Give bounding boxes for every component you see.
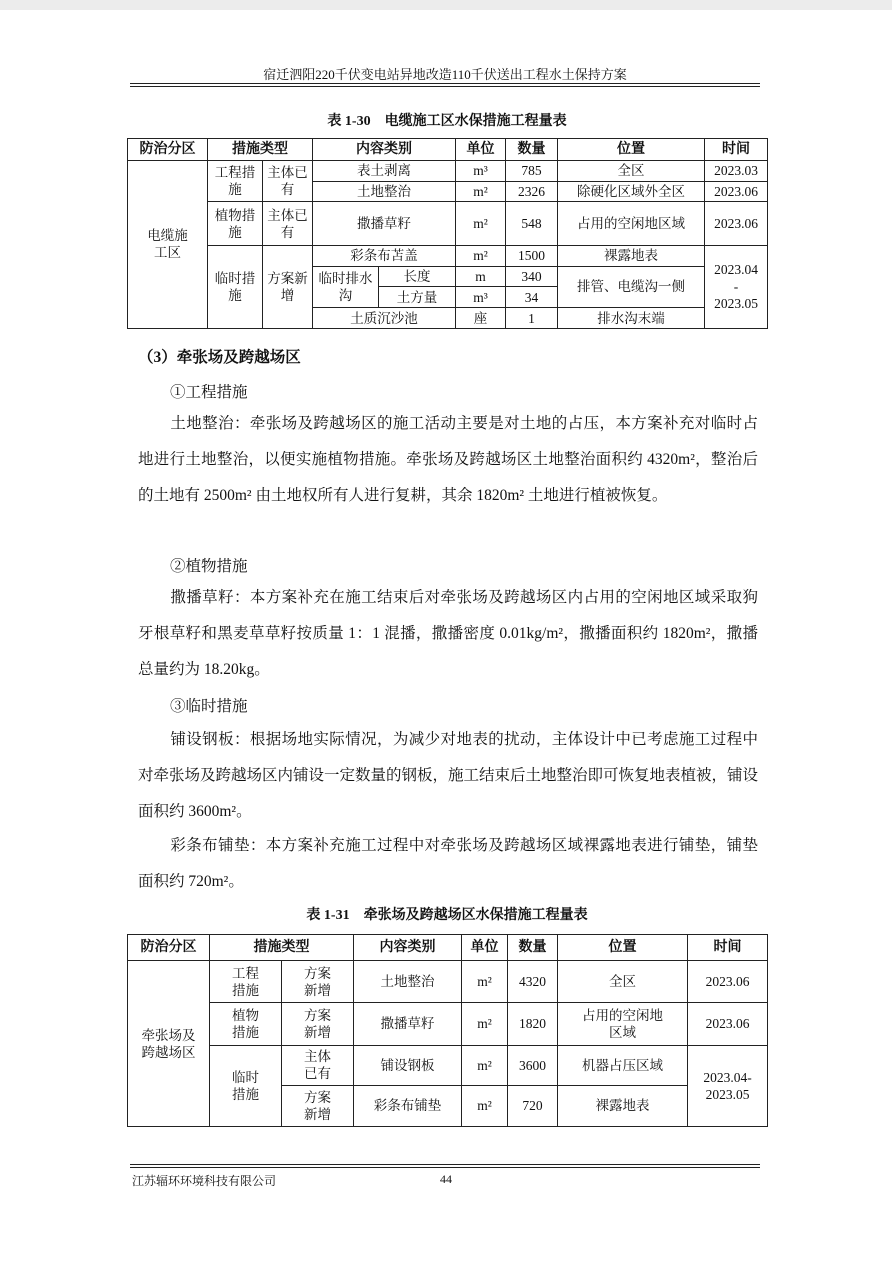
- zone-cell: [128, 961, 210, 1127]
- unit-cell: m²: [462, 1045, 508, 1085]
- col-header: 内容类别: [354, 935, 462, 961]
- qty-cell: 1500: [506, 245, 558, 266]
- unit-cell: m²: [456, 181, 506, 202]
- col-header: 单位: [456, 139, 506, 161]
- sub-cell: [282, 1003, 354, 1045]
- loc-cell: 除硬化区域外全区: [558, 181, 705, 202]
- col-header: 措施类型: [210, 935, 354, 961]
- content-cell: 表土剥离: [313, 160, 456, 181]
- paragraph: [138, 580, 758, 688]
- unit-cell: m²: [462, 1085, 508, 1126]
- loc-cell: 裸露地表: [558, 1085, 688, 1126]
- table-row: [128, 202, 768, 246]
- subheading-temporary: ③临时措施: [170, 698, 248, 715]
- col-header: 时间: [705, 139, 768, 161]
- loc-cell: 占用的空闲地区域: [558, 202, 705, 246]
- col-header: 时间: [688, 935, 768, 961]
- type-cell: 工程措施: [208, 160, 263, 202]
- table-1-30: [127, 138, 768, 329]
- table-row: [128, 1003, 768, 1045]
- content-cell: 铺设钢板: [354, 1045, 462, 1085]
- qty-cell: 720: [508, 1085, 558, 1126]
- time-cell: 2023.06: [688, 961, 768, 1003]
- unit-cell: m²: [462, 1003, 508, 1045]
- col-header: 数量: [508, 935, 558, 961]
- loc-cell: 机器占压区域: [558, 1045, 688, 1085]
- sub-cell: [282, 1085, 354, 1126]
- content-cell: 彩条布苫盖: [313, 245, 456, 266]
- table-row: [128, 1045, 768, 1085]
- loc-cell: 全区: [558, 160, 705, 181]
- paragraph: [138, 828, 758, 900]
- content-cell: 长度: [379, 266, 456, 287]
- qty-cell: 1: [506, 308, 558, 329]
- type-cell: 临时措施: [208, 245, 263, 328]
- paragraph-text: 撒播草籽：本方案补充在施工结束后对牵张场及跨越场区内占用的空闲地区域采取狗牙根草籽和黑麦草草籽按质量 1：1 混播，撒播密度 0.01kg/m²，撒播面积约 1820m²，撒播总量约为 18.20kg。: [138, 589, 758, 678]
- col-header: 防治分区: [128, 935, 210, 961]
- col-header: 措施类型: [208, 139, 313, 161]
- paragraph: [138, 406, 758, 514]
- time-cell: 2023.04- 2023.05: [688, 1045, 768, 1126]
- qty-cell: 1820: [508, 1003, 558, 1045]
- footer-rule: [130, 1164, 760, 1168]
- paragraph-text: 彩条布铺垫：本方案补充施工过程中对牵张场及跨越场区域裸露地表进行铺垫，铺垫面积约 720m²。: [138, 837, 758, 890]
- qty-cell: 34: [506, 287, 558, 308]
- table-header-row: [128, 139, 768, 161]
- loc-cell: 裸露地表: [558, 245, 705, 266]
- sub-cell: 方案新增: [263, 245, 313, 328]
- unit-cell: m: [456, 266, 506, 287]
- unit-cell: m²: [456, 202, 506, 246]
- time-cell: 2023.03: [705, 160, 768, 181]
- qty-cell: 3600: [508, 1045, 558, 1085]
- type-cell: [210, 1045, 282, 1126]
- sub-label: 方案新增: [304, 965, 331, 998]
- sub-cell: [282, 961, 354, 1003]
- section-title: （3）牵张场及跨越场区: [138, 349, 301, 366]
- content-cell: 撒播草籽: [354, 1003, 462, 1045]
- page-number: 44: [440, 1172, 452, 1186]
- qty-cell: 785: [506, 160, 558, 181]
- sub-cell: [282, 1045, 354, 1085]
- type-cell: [210, 1003, 282, 1045]
- zone-label: 牵张场及跨越场区: [141, 1027, 196, 1060]
- unit-cell: 座: [456, 308, 506, 329]
- col-header: 单位: [462, 935, 508, 961]
- type-label: 植物措施: [232, 1007, 259, 1040]
- sub-label: 方案新增: [304, 1007, 331, 1040]
- time-cell: 2023.06: [705, 202, 768, 246]
- paragraph-text: 土地整治：牵张场及跨越场区的施工活动主要是对土地的占压，本方案补充对临时占地进行土地整治，以便实施植物措施。牵张场及跨越场区土地整治面积约 4320m²，整治后的土地有 2500m² 由土地权所有人进行复耕，其余 1820m² 土地进行植被恢复。: [138, 415, 758, 504]
- header-rule: [130, 83, 760, 87]
- subheading-plant: ②植物措施: [170, 558, 248, 575]
- type-cell: 植物措施: [208, 202, 263, 246]
- qty-cell: 4320: [508, 961, 558, 1003]
- type-label: 临时措施: [232, 1069, 259, 1102]
- loc-cell: [558, 1003, 688, 1045]
- zone-cell: [128, 160, 208, 328]
- ditch-label: 临时排水沟: [318, 270, 373, 303]
- sub-cell: 主体已有: [263, 202, 313, 246]
- paragraph-text: 铺设钢板：根据场地实际情况，为减少对地表的扰动，主体设计中已考虑施工过程中对牵张场及跨越场区内铺设一定数量的钢板，施工结束后土地整治即可恢复地表植被，铺设面积约 3600m²。: [138, 731, 759, 820]
- loc-cell: 排管、电缆沟一侧: [558, 266, 705, 308]
- type-label: 工程措施: [232, 965, 259, 998]
- subheading-engineering: ①工程措施: [170, 384, 248, 401]
- qty-cell: 548: [506, 202, 558, 246]
- page-top-band: [0, 0, 892, 10]
- col-header: 防治分区: [128, 139, 208, 161]
- sub-cell: 主体已有: [263, 160, 313, 202]
- sub-label: 主体已有: [304, 1049, 331, 1082]
- table-row: [128, 245, 768, 266]
- loc-label: 占用的空闲地区域: [582, 1007, 663, 1040]
- footer-company: 江苏辐环环境科技有限公司: [132, 1174, 277, 1188]
- content-cell: 土质沉沙池: [313, 308, 456, 329]
- table-row: [128, 961, 768, 1003]
- content-cell: 撒播草籽: [313, 202, 456, 246]
- unit-cell: m²: [456, 245, 506, 266]
- paragraph: [138, 722, 758, 830]
- ditch-cell: [313, 266, 379, 308]
- qty-cell: 2326: [506, 181, 558, 202]
- content-cell: 土方量: [379, 287, 456, 308]
- loc-cell: 全区: [558, 961, 688, 1003]
- time-cell: 2023.06: [705, 181, 768, 202]
- unit-cell: m²: [462, 961, 508, 1003]
- qty-cell: 340: [506, 266, 558, 287]
- content-cell: 土地整治: [354, 961, 462, 1003]
- col-header: 位置: [558, 139, 705, 161]
- table-row: [128, 160, 768, 181]
- type-cell: [210, 961, 282, 1003]
- table-1-30-caption: 表 1-30 电缆施工区水保措施工程量表: [327, 114, 567, 129]
- running-header: 宿迁泗阳220千伏变电站异地改造110千伏送出工程水土保持方案: [263, 67, 627, 82]
- time-cell: 2023.04 - 2023.05: [705, 245, 768, 328]
- table-1-31: [127, 934, 768, 1127]
- table-header-row: [128, 935, 768, 961]
- unit-cell: m³: [456, 160, 506, 181]
- table-1-31-caption: 表 1-31 牵张场及跨越场区水保措施工程量表: [306, 908, 588, 923]
- col-header: 内容类别: [313, 139, 456, 161]
- content-cell: 彩条布铺垫: [354, 1085, 462, 1126]
- content-cell: 土地整治: [313, 181, 456, 202]
- zone-label: 电缆施工区: [147, 228, 188, 261]
- loc-cell: 排水沟末端: [558, 308, 705, 329]
- unit-cell: m³: [456, 287, 506, 308]
- col-header: 数量: [506, 139, 558, 161]
- time-cell: 2023.06: [688, 1003, 768, 1045]
- sub-label: 方案新增: [304, 1089, 331, 1122]
- col-header: 位置: [558, 935, 688, 961]
